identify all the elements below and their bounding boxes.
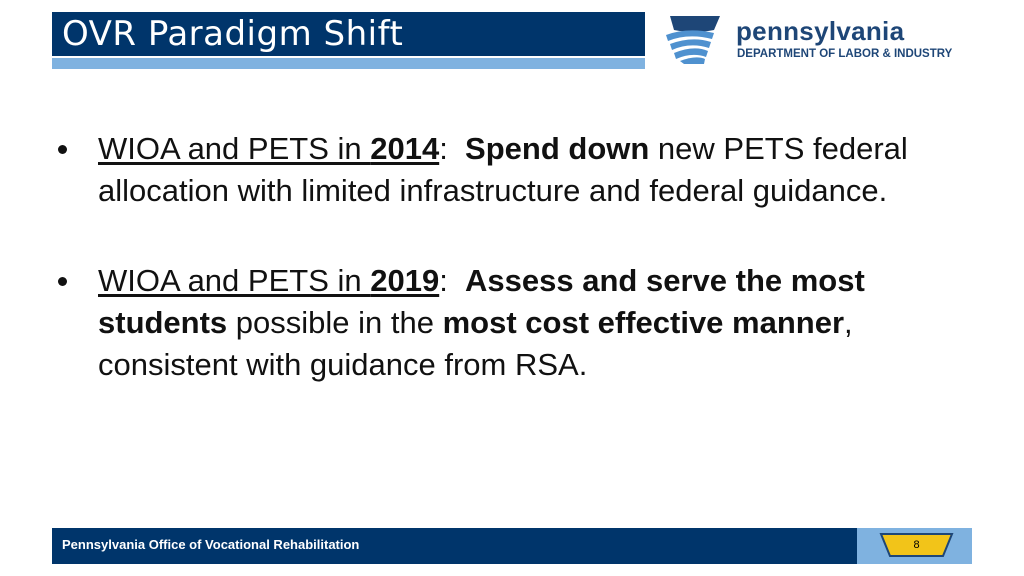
title-bar	[52, 12, 645, 56]
page-number: 8	[913, 539, 920, 551]
bullet-year: 2019	[370, 263, 440, 298]
page-number-box	[857, 528, 972, 564]
bullet-marker	[58, 277, 67, 286]
bullet-emphasis-2: most cost effective manner	[442, 305, 845, 340]
page-number-badge	[879, 532, 954, 558]
logo-wordmark: pennsylvania	[736, 16, 905, 46]
bullet-marker	[58, 145, 67, 154]
bullet-item	[58, 260, 958, 386]
bullet-item	[58, 128, 958, 212]
bullet-year: 2014	[370, 131, 440, 166]
pa-labor-logo	[664, 14, 984, 70]
title-underline	[52, 58, 645, 69]
bullet-colon: :	[439, 263, 448, 298]
logo-subtitle: DEPARTMENT OF LABOR & INDUSTRY	[737, 48, 953, 60]
keystone-wave-icon	[664, 14, 732, 66]
slide-title: OVR Paradigm Shift	[62, 14, 404, 54]
slide-body	[58, 128, 958, 386]
footer-bar	[52, 528, 972, 564]
bullet-emphasis: Assess and serve the most students	[98, 263, 865, 340]
footer-org-name: Pennsylvania Office of Vocational Rehabilitation	[62, 537, 360, 552]
bullet-rest: new PETS federal allocation with limited infrastructure and federal guidance.	[98, 131, 908, 208]
bullet-prefix: WIOA and PETS in	[98, 263, 371, 298]
bullet-emphasis: Spend down	[465, 131, 650, 166]
bullet-middle: possible in the	[227, 305, 443, 340]
bullet-colon: :	[439, 131, 448, 166]
bullet-prefix: WIOA and PETS in	[98, 131, 371, 166]
bullet-rest: , consistent with guidance from RSA.	[98, 305, 853, 382]
